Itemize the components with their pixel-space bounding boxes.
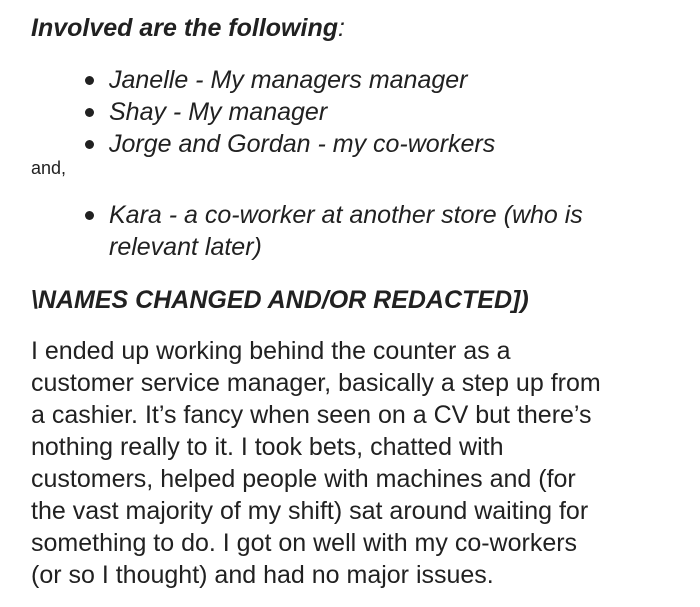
bullet-icon xyxy=(85,211,94,220)
section-heading xyxy=(31,12,345,44)
paragraph-line: nothing really to it. I took bets, chatted with xyxy=(31,433,504,461)
heading-colon: : xyxy=(337,14,345,42)
list-item xyxy=(85,199,583,263)
connector-text: and, xyxy=(31,158,67,178)
list-item xyxy=(85,64,495,96)
list-item-text: Kara - a co-worker at another store (who is xyxy=(109,201,583,229)
bullet-icon xyxy=(85,76,94,85)
paragraph-line: (or so I thought) and had no major issues. xyxy=(31,561,494,589)
story-paragraph xyxy=(31,335,671,591)
paragraph-line: I ended up working behind the counter as a xyxy=(31,337,511,365)
paragraph-line: a cashier. It’s fancy when seen on a CV but there’s xyxy=(31,401,592,429)
bullet-icon xyxy=(85,108,94,117)
paragraph-line: customers, helped people with machines and (for xyxy=(31,465,576,493)
list-item xyxy=(85,96,495,128)
list-item-text: Shay - My manager xyxy=(109,98,328,126)
list-item-text-continued: relevant later) xyxy=(109,233,262,261)
bullet-icon xyxy=(85,140,94,149)
heading-label: Involved are the following xyxy=(31,14,338,42)
list-item-text: Janelle - My managers manager xyxy=(109,66,468,94)
list-item xyxy=(85,128,495,160)
paragraph-line: the vast majority of my shift) sat around waiting for xyxy=(31,497,589,525)
list-item-text: Jorge and Gordan - my co-workers xyxy=(109,130,496,158)
people-list xyxy=(85,64,495,160)
names-changed-note: \NAMES CHANGED AND/OR REDACTED]) xyxy=(31,286,529,314)
paragraph-line: something to do. I got on well with my co-workers xyxy=(31,529,578,557)
paragraph-line: customer service manager, basically a step up from xyxy=(31,369,601,397)
other-people-list xyxy=(85,199,583,263)
